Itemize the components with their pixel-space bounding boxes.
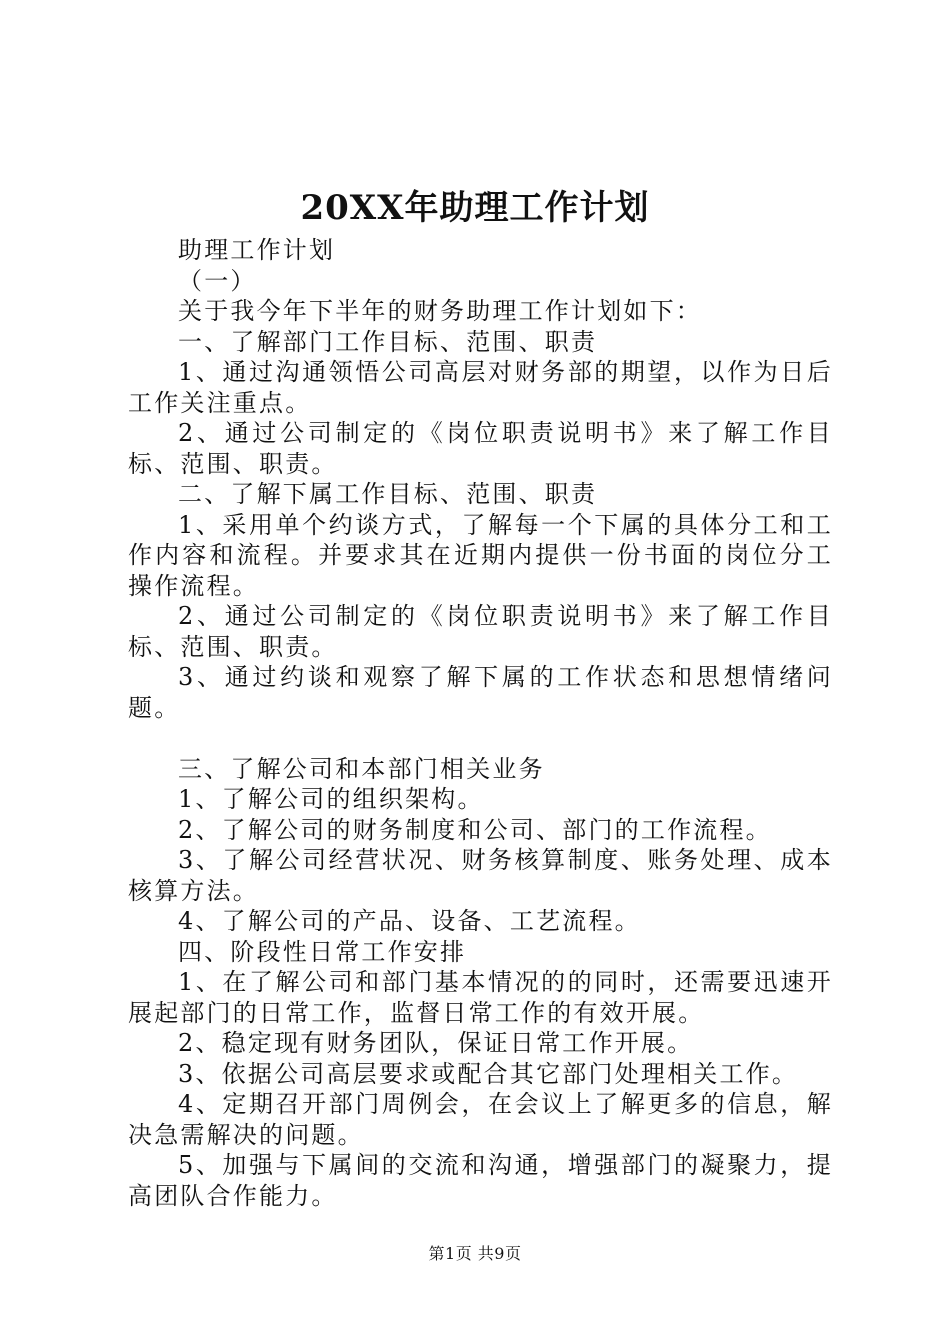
paragraph-item: 4、了解公司的产品、设备、工艺流程。 bbox=[178, 907, 641, 935]
section-heading-3: 三、了解公司和本部门相关业务 bbox=[178, 754, 545, 783]
paragraph-item: 4、定期召开部门周例会，在会议上了解更多的信息，解决急需解决的问题。 bbox=[128, 1090, 833, 1149]
document-title: 20XX年助理工作计划 bbox=[300, 188, 650, 228]
paragraph-item: 2、通过公司制定的《岗位职责说明书》来了解工作目标、范围、职责。 bbox=[128, 602, 833, 661]
paragraph-item: 2、了解公司的财务制度和公司、部门的工作流程。 bbox=[178, 815, 772, 844]
paragraph-section-number: （一） bbox=[178, 266, 257, 295]
paragraph-item: 1、通过沟通领悟公司高层对财务部的期望，以作为日后工作关注重点。 bbox=[128, 358, 833, 417]
blank-line bbox=[128, 723, 833, 754]
paragraph-item: 1、在了解公司和部门基本情况的的同时，还需要迅速开展起部门的日常工作，监督日常工作的有效开展。 bbox=[128, 968, 833, 1027]
paragraph-item: 3、依据公司高层要求或配合其它部门处理相关工作。 bbox=[178, 1059, 799, 1088]
paragraph-item: 1、采用单个约谈方式，了解每一个下属的具体分工和工作内容和流程。并要求其在近期内提供一份书面的岗位分工操作流程。 bbox=[128, 510, 833, 600]
section-heading-1: 一、了解部门工作目标、范围、职责 bbox=[178, 327, 598, 356]
page-number-footer: 第1页 共9页 bbox=[428, 1244, 522, 1263]
paragraph-item: 2、稳定现有财务团队，保证日常工作开展。 bbox=[178, 1029, 694, 1057]
paragraph-item: 1、了解公司的组织架构。 bbox=[178, 785, 484, 813]
paragraph-item: 2、通过公司制定的《岗位职责说明书》来了解工作目标、范围、职责。 bbox=[128, 419, 833, 478]
paragraph-item: 5、加强与下属间的交流和沟通，增强部门的凝聚力，提高团队合作能力。 bbox=[128, 1151, 833, 1210]
paragraph-item: 3、了解公司经营状况、财务核算制度、账务处理、成本核算方法。 bbox=[128, 846, 833, 905]
section-heading-2: 二、了解下属工作目标、范围、职责 bbox=[178, 480, 598, 508]
document-body bbox=[128, 235, 833, 1211]
section-heading-4: 四、阶段性日常工作安排 bbox=[178, 937, 467, 966]
paragraph-intro: 关于我今年下半年的财务助理工作计划如下： bbox=[178, 297, 702, 325]
paragraph-heading: 助理工作计划 bbox=[178, 236, 336, 264]
paragraph-item: 3、通过约谈和观察了解下属的工作状态和思想情绪问题。 bbox=[128, 663, 833, 722]
